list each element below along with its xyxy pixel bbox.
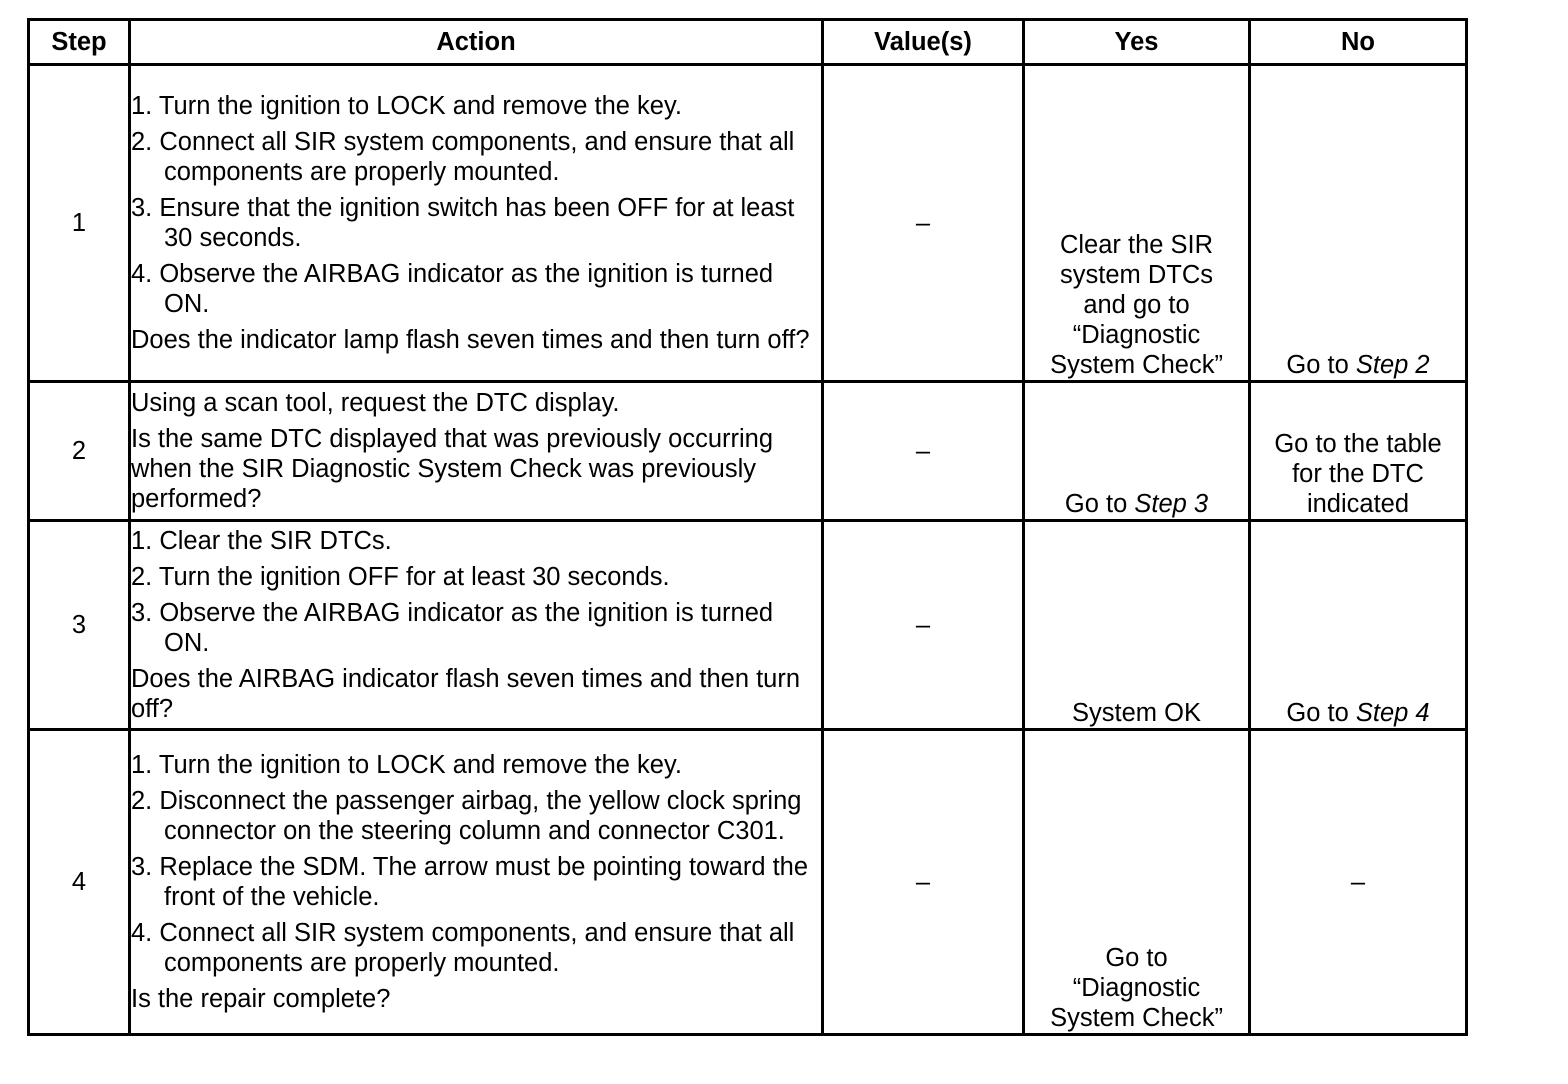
header-no: No [1250, 20, 1467, 65]
no-line: Go to the table [1274, 430, 1442, 458]
yes-line: System Check” [1050, 351, 1223, 379]
yes-line: System Check” [1050, 1004, 1223, 1032]
action-item: 4. Connect all SIR system components, and ensure that all components are properly mounted. [131, 919, 795, 977]
action-paragraph: Using a scan tool, request the DTC display. [131, 389, 620, 417]
yes-step-ref: Step 3 [1134, 490, 1209, 518]
header-values: Value(s) [823, 20, 1024, 65]
no-cell [1250, 65, 1467, 382]
value-cell: – [823, 65, 1024, 382]
value-cell: – [823, 521, 1024, 730]
step-number: 3 [29, 521, 130, 730]
yes-line: and go to [1083, 291, 1190, 319]
table-row [29, 730, 1467, 1035]
action-item: 1. Clear the SIR DTCs. [131, 527, 392, 555]
action-item: 2. Disconnect the passenger airbag, the yellow clock spring connector on the steering column and connector C301. [131, 787, 802, 845]
no-line: indicated [1306, 490, 1410, 518]
step-number: 1 [29, 65, 130, 382]
action-cell [130, 521, 823, 730]
action-item: 2. Turn the ignition OFF for at least 30 seconds. [131, 563, 670, 591]
value-cell: – [823, 382, 1024, 521]
no-prefix: Go to [1286, 351, 1356, 379]
action-cell [130, 730, 823, 1035]
yes-cell [1024, 65, 1250, 382]
no-step-ref: Step 2 [1355, 351, 1430, 379]
yes-line: “Diagnostic [1072, 321, 1201, 349]
no-prefix: Go to [1286, 699, 1356, 727]
action-question: Does the AIRBAG indicator flash seven times and then turn off? [131, 665, 801, 723]
no-line: for the DTC [1292, 460, 1424, 488]
action-item: 3. Replace the SDM. The arrow must be pointing toward the front of the vehicle. [131, 853, 809, 911]
step-number: 2 [29, 382, 130, 521]
table-row [29, 65, 1467, 382]
header-row [29, 20, 1467, 65]
yes-line: system DTCs [1060, 261, 1213, 289]
action-item: 1. Turn the ignition to LOCK and remove the key. [131, 751, 682, 779]
header-action: Action [130, 20, 823, 65]
no-step-ref: Step 4 [1355, 699, 1430, 727]
yes-cell [1024, 382, 1250, 521]
value-cell: – [823, 730, 1024, 1035]
yes-line: Go to [1105, 944, 1168, 972]
yes-line: Clear the SIR [1059, 231, 1214, 259]
action-list [131, 91, 821, 319]
action-cell [130, 382, 823, 521]
no-cell: – [1250, 730, 1467, 1035]
action-item: 2. Connect all SIR system components, and ensure that all components are properly mounted. [131, 128, 795, 186]
header-yes: Yes [1024, 20, 1250, 65]
no-cell [1250, 521, 1467, 730]
action-list [131, 750, 821, 978]
action-item: 3. Observe the AIRBAG indicator as the ignition is turned ON. [131, 599, 774, 657]
action-question: Does the indicator lamp flash seven times and then turn off? [131, 326, 810, 354]
header-step: Step [29, 20, 130, 65]
yes-prefix: Go to [1064, 490, 1135, 518]
no-cell [1250, 382, 1467, 521]
diagnostic-table [27, 18, 1468, 1036]
table-row [29, 521, 1467, 730]
action-item: 1. Turn the ignition to LOCK and remove the key. [131, 92, 682, 120]
yes-cell: System OK [1024, 521, 1250, 730]
action-item: 4. Observe the AIRBAG indicator as the ignition is turned ON. [131, 260, 774, 318]
yes-line: “Diagnostic [1072, 974, 1201, 1002]
action-question: Is the same DTC displayed that was previously occurring when the SIR Diagnostic System Check was previously performed? [131, 425, 774, 513]
action-item: 3. Ensure that the ignition switch has been OFF for at least 30 seconds. [131, 194, 795, 252]
action-question: Is the repair complete? [131, 985, 391, 1013]
yes-cell [1024, 730, 1250, 1035]
step-number: 4 [29, 730, 130, 1035]
action-cell [130, 65, 823, 382]
action-list [131, 526, 821, 658]
table-row [29, 382, 1467, 521]
